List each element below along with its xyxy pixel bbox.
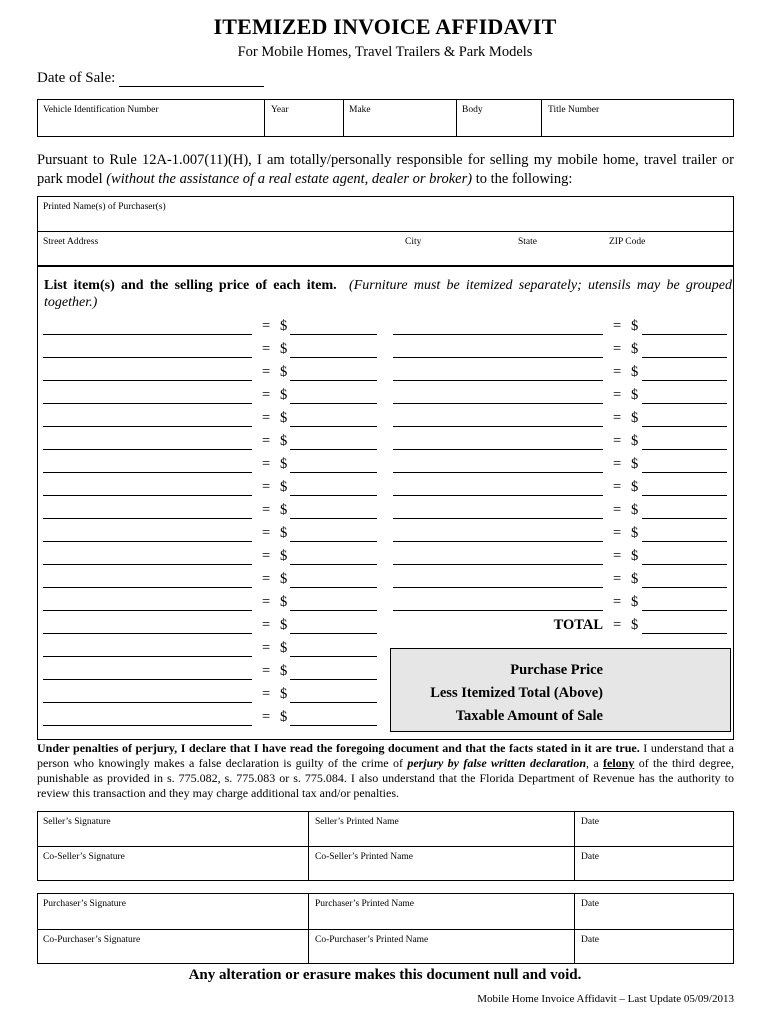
dollar-sign: $ [631,364,639,380]
dollar-sign: $ [631,571,639,587]
item-price-field[interactable] [642,380,727,381]
purchaser-printed-name-label[interactable]: Purchaser’s Printed Name [315,899,415,909]
item-description-field[interactable] [43,679,252,680]
dollar-sign: $ [280,548,288,564]
item-description-field[interactable] [43,334,252,335]
less-itemized-label: Less Itemized Total (Above) [430,685,603,701]
form-info: Mobile Home Invoice Affidavit – Last Update 05/09/2013 [477,993,734,1005]
dollar-sign: $ [280,341,288,357]
item-description-field[interactable] [43,357,252,358]
item-description-field[interactable] [43,541,252,542]
item-price-field[interactable] [290,334,377,335]
co-purchaser-date-label[interactable]: Date [581,935,599,945]
item-description-field[interactable] [393,380,603,381]
item-price-field[interactable] [290,403,377,404]
item-price-field[interactable] [642,472,727,473]
dollar-sign: $ [631,410,639,426]
dollar-sign: $ [280,410,288,426]
equals-sign: = [613,479,622,495]
item-description-field[interactable] [393,518,603,519]
item-price-field[interactable] [290,541,377,542]
items-intro: List item(s) and the selling price of each item. (Furniture must be itemized separately; utensils may be grouped together.) [44,278,733,310]
total-amount-field[interactable] [642,633,727,634]
total-label: TOTAL [553,617,603,633]
item-price-field[interactable] [290,472,377,473]
equals-sign: = [262,548,271,564]
dollar-sign: $ [280,479,288,495]
equals-sign: = [613,364,622,380]
item-price-field[interactable] [642,541,727,542]
equals-sign: = [262,410,271,426]
equals-sign: = [262,479,271,495]
city-label: City [405,237,422,247]
item-description-field[interactable] [43,403,252,404]
item-price-field[interactable] [642,426,727,427]
item-description-field[interactable] [393,426,603,427]
dollar-sign: $ [631,502,639,518]
equals-sign: = [613,387,622,403]
seller-signature-table [37,811,734,881]
dollar-sign: $ [280,594,288,610]
equals-sign: = [613,318,622,334]
item-price-field[interactable] [642,357,727,358]
dollar-sign: $ [631,617,639,633]
state-label: State [518,237,537,247]
purchaser-signature-label[interactable]: Purchaser’s Signature [43,899,126,909]
equals-sign: = [613,410,622,426]
item-description-field[interactable] [43,702,252,703]
equals-sign: = [262,571,271,587]
vin-label: Vehicle Identification Number [43,105,159,115]
dollar-sign: $ [280,364,288,380]
purchaser-date-label[interactable]: Date [581,899,599,909]
item-price-field[interactable] [642,449,727,450]
item-price-field[interactable] [290,518,377,519]
item-description-field[interactable] [393,587,603,588]
item-description-field[interactable] [393,495,603,496]
purchaser-table [37,196,734,266]
co-seller-printed-name-label[interactable]: Co-Seller’s Printed Name [315,852,413,862]
equals-sign: = [262,387,271,403]
item-price-field[interactable] [642,334,727,335]
dollar-sign: $ [280,686,288,702]
dollar-sign: $ [631,525,639,541]
item-description-field[interactable] [393,403,603,404]
equals-sign: = [262,364,271,380]
item-price-field[interactable] [290,587,377,588]
equals-sign: = [613,548,622,564]
street-address-label: Street Address [43,237,99,247]
dollar-sign: $ [631,456,639,472]
co-purchaser-signature-label[interactable]: Co-Purchaser’s Signature [43,935,141,945]
date-of-sale-label: Date of Sale: [37,70,116,86]
equals-sign: = [613,617,622,633]
dollar-sign: $ [631,341,639,357]
dollar-sign: $ [280,387,288,403]
item-price-field[interactable] [642,564,727,565]
item-description-field[interactable] [43,725,252,726]
dollar-sign: $ [280,617,288,633]
equals-sign: = [262,709,271,725]
item-description-field[interactable] [43,633,252,634]
equals-sign: = [262,433,271,449]
equals-sign: = [613,525,622,541]
equals-sign: = [613,571,622,587]
item-price-field[interactable] [290,564,377,565]
dollar-sign: $ [280,709,288,725]
dollar-sign: $ [280,318,288,334]
item-description-field[interactable] [393,610,603,611]
seller-signature-label[interactable]: Seller’s Signature [43,817,111,827]
item-description-field[interactable] [393,564,603,565]
item-price-field[interactable] [290,725,377,726]
item-description-field[interactable] [43,426,252,427]
equals-sign: = [262,318,271,334]
item-price-field[interactable] [290,426,377,427]
item-price-field[interactable] [290,679,377,680]
make-label: Make [349,105,371,115]
item-price-field[interactable] [290,495,377,496]
item-price-field[interactable] [290,380,377,381]
item-description-field[interactable] [43,587,252,588]
equals-sign: = [613,456,622,472]
equals-sign: = [262,640,271,656]
equals-sign: = [262,456,271,472]
title-number-label: Title Number [548,105,600,115]
dollar-sign: $ [631,318,639,334]
seller-date-label[interactable]: Date [581,817,599,827]
equals-sign: = [262,525,271,541]
dollar-sign: $ [631,548,639,564]
item-price-field[interactable] [290,656,377,657]
item-price-field[interactable] [642,587,727,588]
dollar-sign: $ [280,525,288,541]
item-price-field[interactable] [642,403,727,404]
dollar-sign: $ [631,433,639,449]
co-seller-signature-label[interactable]: Co-Seller’s Signature [43,852,125,862]
item-description-field[interactable] [43,656,252,657]
pursuant-paragraph: Pursuant to Rule 12A-1.007(11)(H), I am totally/personally responsible for selling my mobile home, travel trailer or park model (without the assistance of a real estate agent, dealer or broker) to the following: [37,152,734,187]
item-price-field[interactable] [642,518,727,519]
equals-sign: = [262,617,271,633]
dollar-sign: $ [280,571,288,587]
equals-sign: = [613,502,622,518]
item-price-field[interactable] [290,610,377,611]
item-price-field[interactable] [642,610,727,611]
perjury-declaration: Under penalties of perjury, I declare that I have read the foregoing document and that the facts stated in it are true. I understand that a person who knowingly makes a false declaration is guilty of the crime of perjury by false written declaration, a felony of the third degree, punishable as provided in s. 775.082, s. 775.083 or s. 775.084. I also understand that the Florida Department of Revenue has the authority to review this transaction and they may charge additional tax and/or penalties. [37,741,735,800]
equals-sign: = [613,594,622,610]
equals-sign: = [262,341,271,357]
item-price-field[interactable] [290,633,377,634]
vehicle-table [37,99,734,137]
item-description-field[interactable] [393,472,603,473]
co-seller-date-label[interactable]: Date [581,852,599,862]
item-description-field[interactable] [393,334,603,335]
item-description-field[interactable] [43,380,252,381]
equals-sign: = [262,594,271,610]
purchaser-signature-table [37,893,734,964]
page-subtitle: For Mobile Homes, Travel Trailers & Park Models [237,44,533,60]
equals-sign: = [262,686,271,702]
co-purchaser-printed-name-label[interactable]: Co-Purchaser’s Printed Name [315,935,429,945]
dollar-sign: $ [280,663,288,679]
item-price-field[interactable] [642,495,727,496]
dollar-sign: $ [631,479,639,495]
equals-sign: = [262,502,271,518]
item-price-field[interactable] [290,702,377,703]
equals-sign: = [613,433,622,449]
alteration-warning: Any alteration or erasure makes this document null and void. [188,967,582,983]
equals-sign: = [613,341,622,357]
page-title: ITEMIZED INVOICE AFFIDAVIT [213,14,557,39]
item-description-field[interactable] [43,564,252,565]
dollar-sign: $ [280,456,288,472]
item-description-field[interactable] [43,610,252,611]
item-description-field[interactable] [43,518,252,519]
dollar-sign: $ [631,594,639,610]
equals-sign: = [262,663,271,679]
item-description-field[interactable] [393,449,603,450]
seller-printed-name-label[interactable]: Seller’s Printed Name [315,817,399,827]
year-label: Year [271,105,289,115]
item-price-field[interactable] [290,357,377,358]
item-description-field[interactable] [43,449,252,450]
item-description-field[interactable] [393,541,603,542]
dollar-sign: $ [280,502,288,518]
zip-code-label: ZIP Code [609,237,646,247]
item-description-field[interactable] [43,472,252,473]
taxable-amount-label: Taxable Amount of Sale [455,708,603,724]
body-label: Body [462,105,483,115]
date-of-sale-field[interactable] [119,86,264,87]
item-price-field[interactable] [290,449,377,450]
dollar-sign: $ [280,640,288,656]
dollar-sign: $ [631,387,639,403]
purchaser-names-label: Printed Name(s) of Purchaser(s) [43,202,166,212]
item-description-field[interactable] [43,495,252,496]
dollar-sign: $ [280,433,288,449]
purchase-price-label: Purchase Price [510,662,603,678]
item-description-field[interactable] [393,357,603,358]
